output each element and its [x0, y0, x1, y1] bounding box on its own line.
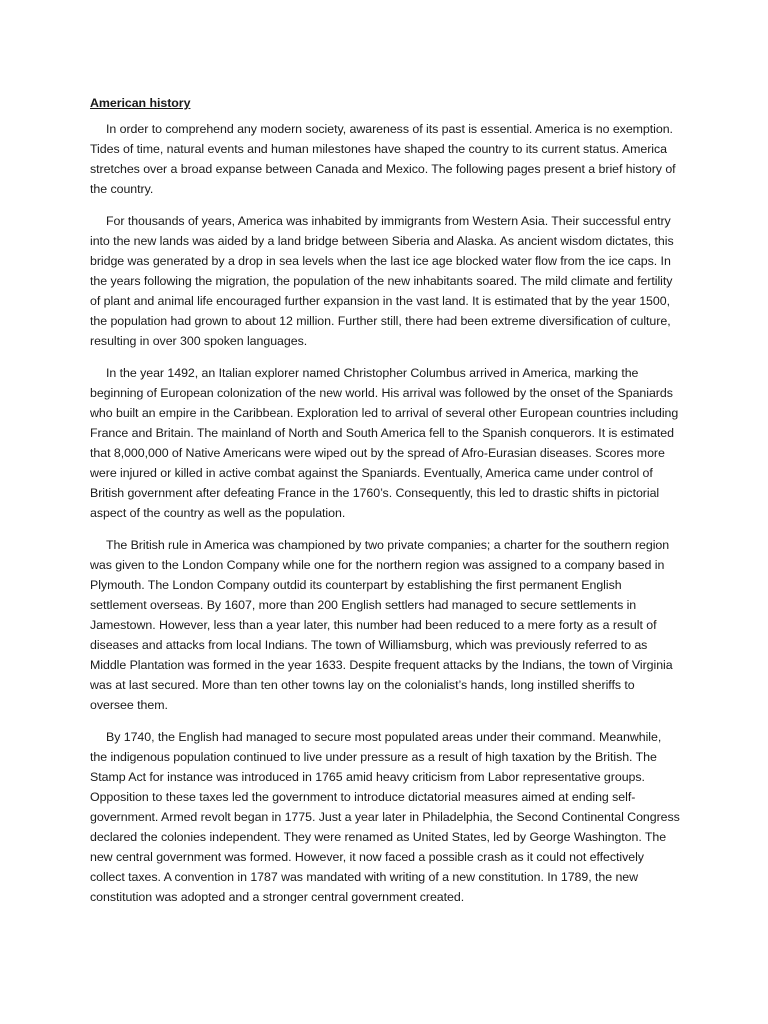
paragraph-1: In order to comprehend any modern society, awareness of its past is essential. America is no exemption. Tides of time, natural events and human milestones have shaped the country to its current status. America stretches over a broad expanse between Canada and Mexico. The following pages present a brief history of the country.: [90, 122, 676, 196]
paragraph-4: The British rule in America was championed by two private companies; a charter for the southern region was given to the London Company while one for the northern region was assigned to a company based in Plymouth. The London Company outdid its counterpart by establishing the first permanent English settlement overseas. By 1607, more than 200 English settlers had managed to secure settlements in Jamestown. However, less than a year later, this number had been reduced to a mere forty as a result of diseases and attacks from local Indians. The town of Williamsburg, which was previously referred to as Middle Plantation was formed in the year 1633. Despite frequent attacks by the Indians, the town of Virginia was at last secured. More than ten other towns lay on the colonialist’s hands, long instilled sheriffs to oversee them.: [90, 538, 673, 712]
paragraph-5: By 1740, the English had managed to secure most populated areas under their command. Meanwhile, the indigenous population continued to live under pressure as a result of high taxation by the British. The Stamp Act for instance was introduced in 1765 amid heavy criticism from Labor representative groups. Opposition to these taxes led the government to introduce dictatorial measures aimed at ending self-government. Armed revolt began in 1775. Just a year later in Philadelphia, the Second Continental Congress declared the colonies independent. They were renamed as United States, led by George Washington. The new central government was formed. However, it now faced a possible crash as it could not effectively collect taxes. A convention in 1787 was mandated with writing of a new constitution. In 1789, the new constitution was adopted and a stronger central government created.: [90, 730, 680, 904]
paragraph-3: In the year 1492, an Italian explorer named Christopher Columbus arrived in America, marking the beginning of European colonization of the new world. His arrival was followed by the onset of the Spaniards who built an empire in the Caribbean. Exploration led to arrival of several other European countries including France and Britain. The mainland of North and South America fell to the Spanish conquerors. It is estimated that 8,000,000 of Native Americans were wiped out by the spread of Afro-Eurasian diseases. Scores more were injured or killed in active combat against the Spaniards. Eventually, America came under control of British government after defeating France in the 1760’s. Consequently, this led to drastic shifts in pictorial aspect of the country as well as the population.: [90, 366, 679, 520]
document-title: American history: [90, 96, 191, 110]
paragraph-2: For thousands of years, America was inhabited by immigrants from Western Asia. Their successful entry into the new lands was aided by a land bridge between Siberia and Alaska. As ancient wisdom dictates, this bridge was generated by a drop in sea levels when the last ice age blocked water flow from the ice caps. In the years following the migration, the population of the new inhabitants soared. The mild climate and fertility of plant and animal life encouraged further expansion in the vast land. It is estimated that by the year 1500, the population had grown to about 12 million. Further still, there had been extreme diversification of culture, resulting in over 300 spoken languages.: [90, 214, 674, 348]
document-body: [90, 93, 680, 919]
